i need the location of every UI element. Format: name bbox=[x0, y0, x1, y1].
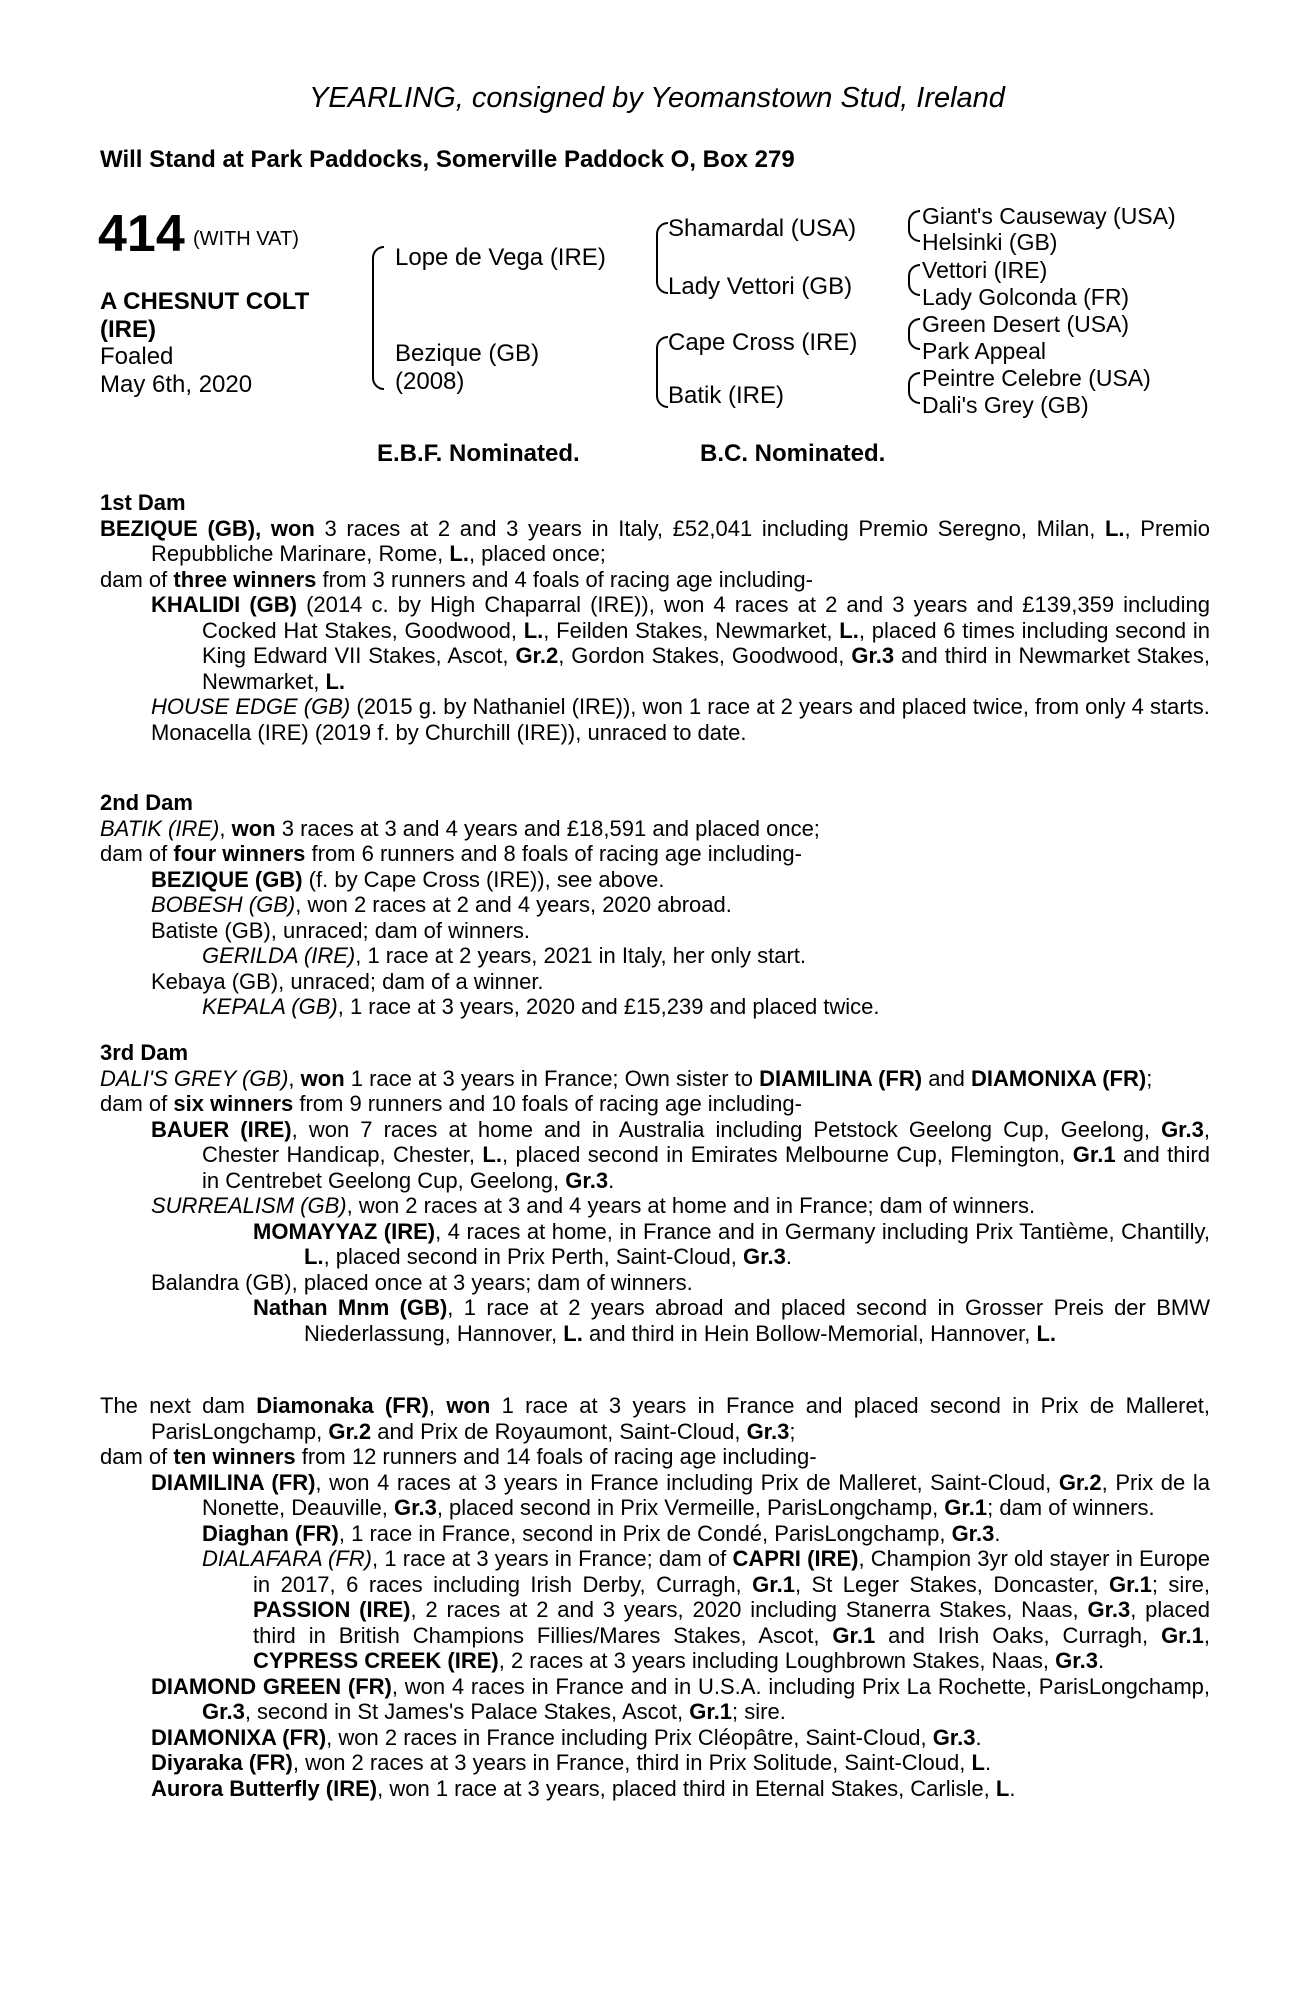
produce-entry: Kebaya (GB), unraced; dam of a winner. bbox=[151, 968, 544, 994]
produce-entry: Nathan Mnm (GB), 1 race at 2 years abroad and placed second in Grosser Preis der BMW Niederlassung, Hannover, L. and third in Hein Bollow-Memorial, Hannover, L. bbox=[253, 1295, 1210, 1346]
vat-note: (WITH VAT) bbox=[193, 228, 299, 250]
pedigree-dam-dam: Batik (IRE) bbox=[668, 382, 785, 409]
lot-number: 414 bbox=[98, 205, 185, 263]
pedigree-dam-year: (2008) bbox=[395, 368, 465, 395]
produce-summary: dam of ten winners from 12 runners and 14 foals of racing age including- bbox=[100, 1444, 817, 1469]
produce-summary: dam of six winners from 9 runners and 10 foals of racing age including- bbox=[100, 1091, 802, 1116]
pedigree-dam: Bezique (GB) bbox=[395, 340, 540, 367]
produce-summary: dam of three winners from 3 runners and 4 foals of racing age including- bbox=[100, 566, 813, 592]
produce-entry: KHALIDI (GB) (2014 c. by High Chaparral (IRE)), won 4 races at 2 and 3 years and £139,359 including Cocked Hat Stakes, Goodwood, L., Feilden Stakes, Newmarket, L., placed 6 times including second in King Edward VII Stakes, Ascot, Gr.2, Gordon Stakes, Goodwood, Gr.3 and third in Newmarket Stakes, Newmarket, L. bbox=[151, 592, 1210, 694]
pedigree-dds: Peintre Celebre (USA) bbox=[922, 365, 1151, 391]
produce-entry: Diyaraka (FR), won 2 races at 3 years in France, third in Prix Solitude, Saint-Cloud, L. bbox=[151, 1750, 992, 1775]
dam-entry: BEZIQUE (GB), won 3 races at 2 and 3 years in Italy, £52,041 including Premio Seregno, Milan, L., Premio Repubbliche Marinare, Rome, L., placed once; bbox=[100, 515, 1210, 566]
dam-entry: The next dam Diamonaka (FR), won 1 race at 3 years in France and placed second in Prix de Malleret, ParisLongchamp, Gr.2 and Prix de Royaumont, Saint-Cloud, Gr.3; bbox=[100, 1393, 1210, 1444]
pedigree-brace-ds bbox=[908, 318, 920, 350]
produce-entry: MOMAYYAZ (IRE), 4 races at home, in France and in Germany including Prix Tantième, Chantilly, L., placed second in Prix Perth, Saint-Cloud, Gr.3. bbox=[253, 1218, 1210, 1269]
produce-entry: DIAMILINA (FR), won 4 races at 3 years in France including Prix de Malleret, Saint-Cloud, Gr.2, Prix de la Nonette, Deauville, Gr.3, placed second in Prix Vermeille, ParisLongchamp, Gr.1; dam of winners. bbox=[151, 1469, 1210, 1520]
pedigree-brace-dam bbox=[656, 336, 668, 408]
section-heading: 3rd Dam bbox=[100, 1040, 189, 1065]
pedigree-brace-ss bbox=[908, 210, 920, 242]
pedigree-sire-sire: Shamardal (USA) bbox=[668, 215, 857, 242]
pedigree-sire: Lope de Vega (IRE) bbox=[395, 244, 606, 271]
produce-entry: DIAMONIXA (FR), won 2 races in France including Prix Cléopâtre, Saint-Cloud, Gr.3. bbox=[151, 1724, 982, 1750]
pedigree-brace-sd bbox=[908, 264, 920, 296]
page-title: YEARLING, consigned by Yeomanstown Stud, Ireland bbox=[309, 82, 1005, 114]
pedigree-sire-dam: Lady Vettori (GB) bbox=[668, 273, 853, 300]
produce-entry: BOBESH (GB), won 2 races at 2 and 4 years, 2020 abroad. bbox=[151, 892, 732, 917]
pedigree-brace-dd bbox=[908, 372, 920, 404]
section-heading: 2nd Dam bbox=[100, 790, 193, 815]
produce-entry: BAUER (IRE), won 7 races at home and in Australia including Petstock Geelong Cup, Geelong, Gr.3, Chester Handicap, Chester, L., placed second in Emirates Melbourne Cup, Flemington, Gr.1 and third in Centrebet Geelong Cup, Geelong, Gr.3. bbox=[151, 1116, 1210, 1193]
produce-entry: GERILDA (IRE), 1 race at 2 years, 2021 in Italy, her only start. bbox=[202, 943, 807, 968]
produce-entry: DIALAFARA (FR), 1 race at 3 years in France; dam of CAPRI (IRE), Champion 3yr old stayer in Europe in 2017, 6 races including Irish Derby, Curragh, Gr.1, St Leger Stakes, Doncaster, Gr.1; sire, PASSION (IRE), 2 races at 2 and 3 years, 2020 including Stanerra Stakes, Naas, Gr.3, placed third in British Champions Fillies/Mares Stakes, Ascot, Gr.1 and Irish Oaks, Curragh, Gr.1, CYPRESS CREEK (IRE), 2 races at 3 years including Loughbrown Stakes, Naas, Gr.3. bbox=[202, 1546, 1211, 1673]
produce-entry: Monacella (IRE) (2019 f. by Churchill (IRE)), unraced to date. bbox=[151, 719, 747, 745]
dam-entry: DALI'S GREY (GB), won 1 race at 3 years in France; Own sister to DIAMILINA (FR) and DIAMONIXA (FR); bbox=[100, 1065, 1153, 1091]
produce-entry: HOUSE EDGE (GB) (2015 g. by Nathaniel (IRE)), won 1 race at 2 years and placed twice, from only 4 starts. bbox=[151, 694, 1210, 719]
produce-entry: Balandra (GB), placed once at 3 years; dam of winners. bbox=[151, 1269, 693, 1295]
horse-origin: (IRE) bbox=[100, 316, 156, 343]
section-heading: 1st Dam bbox=[100, 490, 186, 515]
pedigree-dam-sire: Cape Cross (IRE) bbox=[668, 329, 858, 356]
third-dam-section bbox=[100, 1040, 1210, 1346]
produce-summary: dam of four winners from 6 runners and 8 foals of racing age including- bbox=[100, 841, 802, 866]
second-dam-section bbox=[100, 790, 1210, 1020]
foaled-label: Foaled bbox=[100, 343, 174, 370]
produce-entry: Batiste (GB), unraced; dam of winners. bbox=[151, 917, 531, 943]
bc-nomination: B.C. Nominated. bbox=[700, 440, 886, 467]
pedigree-brace-main bbox=[372, 246, 384, 390]
pedigree-sdd: Lady Golconda (FR) bbox=[922, 284, 1130, 310]
produce-entry: Aurora Butterfly (IRE), won 1 race at 3 years, placed third in Eternal Stakes, Carlisle, L. bbox=[151, 1775, 1016, 1801]
stand-location: Will Stand at Park Paddocks, Somerville Paddock O, Box 279 bbox=[100, 146, 795, 173]
produce-entry: BEZIQUE (GB) (f. by Cape Cross (IRE)), see above. bbox=[151, 866, 665, 892]
first-dam-section bbox=[100, 490, 1210, 745]
pedigree-ddd: Dali's Grey (GB) bbox=[922, 392, 1089, 418]
pedigree-dss: Green Desert (USA) bbox=[922, 311, 1130, 337]
produce-entry: KEPALA (GB), 1 race at 3 years, 2020 and £15,239 and placed twice. bbox=[202, 994, 880, 1019]
produce-entry: SURREALISM (GB), won 2 races at 3 and 4 years at home and in France; dam of winners. bbox=[151, 1193, 1036, 1218]
ebf-nomination: E.B.F. Nominated. bbox=[377, 440, 580, 467]
pedigree-sds: Vettori (IRE) bbox=[922, 257, 1048, 283]
dam-entry: BATIK (IRE), won 3 races at 3 and 4 years and £18,591 and placed once; bbox=[100, 815, 820, 841]
next-dam-section bbox=[100, 1393, 1210, 1801]
produce-entry: Diaghan (FR), 1 race in France, second in Prix de Condé, ParisLongchamp, Gr.3. bbox=[202, 1520, 1001, 1546]
horse-description: A CHESNUT COLT bbox=[100, 288, 310, 315]
produce-entry: DIAMOND GREEN (FR), won 4 races in France and in U.S.A. including Prix La Rochette, ParisLongchamp, Gr.3, second in St James's Palace Stakes, Ascot, Gr.1; sire. bbox=[151, 1673, 1211, 1724]
pedigree-brace-sire bbox=[656, 222, 668, 294]
pedigree-ssd: Helsinki (GB) bbox=[922, 229, 1058, 255]
pedigree-sss: Giant's Causeway (USA) bbox=[922, 203, 1176, 229]
pedigree-dsd: Park Appeal bbox=[922, 338, 1047, 364]
foaled-date: May 6th, 2020 bbox=[100, 371, 253, 398]
